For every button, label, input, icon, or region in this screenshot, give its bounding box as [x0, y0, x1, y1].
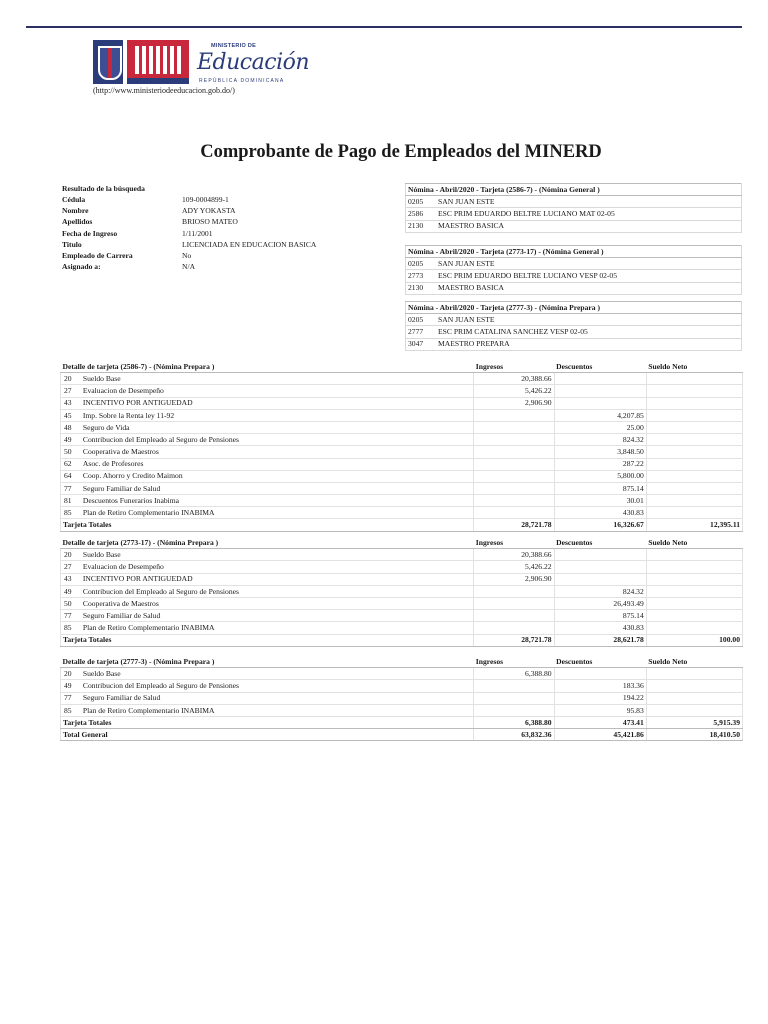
row-ingreso: 20,388.66: [474, 373, 554, 385]
total-descuentos: 28,621.78: [554, 634, 646, 646]
row-ingreso: [474, 622, 554, 634]
row-descuento: 5,800.00: [554, 470, 646, 482]
row-concept: Plan de Retiro Complementario INABIMA: [81, 704, 474, 716]
ingresos-header: Ingresos: [474, 656, 554, 668]
row-concept: Sueldo Base: [81, 668, 474, 680]
nomina-table-2773: [405, 245, 742, 295]
row-code: 85: [61, 507, 81, 519]
row-concept: Contribucion del Empleado al Seguro de Pensiones: [81, 585, 474, 597]
row-ingreso: 6,388.80: [474, 668, 554, 680]
info-row: [60, 194, 390, 205]
row-descuento: 430.83: [554, 622, 646, 634]
card-total-row: [61, 716, 743, 728]
row-concept: Evaluacion de Desempeño: [81, 385, 474, 397]
nomina-code: 0205: [406, 258, 437, 270]
row-descuento: [554, 385, 646, 397]
detail-table-2777: [60, 656, 743, 741]
row-concept: Seguro Familiar de Salud: [81, 610, 474, 622]
row-ingreso: [474, 680, 554, 692]
row-descuento: 824.32: [554, 585, 646, 597]
table-row: [61, 458, 743, 470]
row-concept: Asoc. de Profesores: [81, 458, 474, 470]
detail-header: Detalle de tarjeta (2777-3) - (Nómina Prepara ): [61, 656, 474, 668]
row-descuento: 875.14: [554, 482, 646, 494]
row-ingreso: [474, 421, 554, 433]
row-concept: Contribucion del Empleado al Seguro de Pensiones: [81, 680, 474, 692]
row-code: 43: [61, 397, 81, 409]
nomina-code: 2130: [406, 220, 437, 232]
total-descuentos: 473.41: [554, 716, 646, 728]
total-descuentos: 16,326.67: [554, 519, 646, 531]
info-label: Apellidos: [62, 217, 93, 227]
row-concept: INCENTIVO POR ANTIGUEDAD: [81, 397, 474, 409]
total-ingresos: 6,388.80: [474, 716, 554, 728]
row-concept: Descuentos Funerarios Inabima: [81, 495, 474, 507]
detail-header: Detalle de tarjeta (2773-17) - (Nómina Prepara ): [61, 537, 474, 549]
info-row: [60, 205, 390, 216]
nomina-header: Nómina - Abril/2020 - Tarjeta (2777-3) - (Nómina Prepara ): [406, 302, 742, 314]
info-label: Asignado a:: [62, 262, 101, 272]
descuentos-header: Descuentos: [554, 537, 646, 549]
row-ingreso: [474, 507, 554, 519]
row-code: 77: [61, 482, 81, 494]
table-row: [61, 385, 743, 397]
table-row: [61, 668, 743, 680]
total-neto: 5,915.39: [646, 716, 742, 728]
nomina-value: SAN JUAN ESTE: [436, 314, 742, 326]
total-ingresos: 28,721.78: [474, 519, 554, 531]
logo-wordmark: Educación: [197, 50, 310, 75]
nomina-value: SAN JUAN ESTE: [436, 258, 742, 270]
nomina-value: MAESTRO PREPARA: [436, 338, 742, 350]
row-code: 45: [61, 409, 81, 421]
nomina-row: [406, 258, 742, 270]
row-ingreso: [474, 610, 554, 622]
row-ingreso: [474, 446, 554, 458]
row-descuento: 287.22: [554, 458, 646, 470]
row-code: 20: [61, 668, 81, 680]
nomina-row: [406, 208, 742, 220]
row-ingreso: 5,426.22: [474, 561, 554, 573]
row-code: 27: [61, 385, 81, 397]
nomina-value: ESC PRIM EDUARDO BELTRE LUCIANO VESP 02-05: [436, 270, 742, 282]
row-code: 62: [61, 458, 81, 470]
total-label: Tarjeta Totales: [61, 716, 474, 728]
logo-ministry-label: MINISTERIO DE: [211, 43, 257, 49]
nomina-row: [406, 314, 742, 326]
row-concept: Plan de Retiro Complementario INABIMA: [81, 622, 474, 634]
row-code: 20: [61, 373, 81, 385]
total-label: Tarjeta Totales: [61, 634, 474, 646]
detail-table-2586: [60, 361, 743, 532]
info-value: LICENCIADA EN EDUCACION BASICA: [182, 239, 317, 249]
row-concept: Contribucion del Empleado al Seguro de Pensiones: [81, 434, 474, 446]
row-concept: Evaluacion de Desempeño: [81, 561, 474, 573]
row-concept: Sueldo Base: [81, 549, 474, 561]
row-code: 49: [61, 585, 81, 597]
row-ingreso: [474, 692, 554, 704]
ingresos-header: Ingresos: [474, 537, 554, 549]
row-descuento: [554, 561, 646, 573]
row-code: 64: [61, 470, 81, 482]
row-descuento: 4,207.85: [554, 409, 646, 421]
row-code: 85: [61, 622, 81, 634]
row-concept: Plan de Retiro Complementario INABIMA: [81, 507, 474, 519]
row-code: 20: [61, 549, 81, 561]
row-descuento: 183.36: [554, 680, 646, 692]
nomina-code: 2586: [406, 208, 437, 220]
card-total-row: [61, 634, 743, 646]
nomina-code: 2773: [406, 270, 437, 282]
descuentos-header: Descuentos: [554, 361, 646, 373]
table-row: [61, 434, 743, 446]
total-ingresos: 28,721.78: [474, 634, 554, 646]
table-row: [61, 507, 743, 519]
nomina-code: 2130: [406, 282, 437, 294]
table-row: [61, 446, 743, 458]
table-row: [61, 397, 743, 409]
nomina-table-2586: [405, 183, 742, 233]
row-descuento: [554, 549, 646, 561]
row-descuento: 25.00: [554, 421, 646, 433]
table-row: [61, 482, 743, 494]
table-row: [61, 470, 743, 482]
info-value: ADY YOKASTA: [182, 206, 236, 216]
nomina-row: [406, 338, 742, 350]
table-row: [61, 692, 743, 704]
nomina-header: Nómina - Abril/2020 - Tarjeta (2586-7) - (Nómina General ): [406, 184, 742, 196]
row-concept: Imp. Sobre la Renta ley 11-92: [81, 409, 474, 421]
table-row: [61, 421, 743, 433]
row-ingreso: 5,426.22: [474, 385, 554, 397]
neto-header: Sueldo Neto: [646, 361, 742, 373]
row-concept: Cooperativa de Maestros: [81, 597, 474, 609]
row-code: 50: [61, 597, 81, 609]
grand-total-descuentos: 45,421.86: [554, 729, 646, 741]
row-code: 77: [61, 610, 81, 622]
info-label: Nombre: [62, 206, 89, 216]
row-descuento: 30.01: [554, 495, 646, 507]
ingresos-header: Ingresos: [474, 361, 554, 373]
table-row: [61, 549, 743, 561]
grand-total-ingresos: 63,832.36: [474, 729, 554, 741]
nomina-code: 3047: [406, 338, 437, 350]
info-label: Empleado de Carrera: [62, 250, 133, 260]
row-code: 49: [61, 680, 81, 692]
row-concept: Seguro de Vida: [81, 421, 474, 433]
row-concept: Seguro Familiar de Salud: [81, 482, 474, 494]
row-concept: Coop. Ahorro y Credito Maimon: [81, 470, 474, 482]
row-ingreso: [474, 585, 554, 597]
row-ingreso: 2,906.90: [474, 397, 554, 409]
nomina-row: [406, 196, 742, 208]
row-ingreso: 2,906.90: [474, 573, 554, 585]
table-row: [61, 704, 743, 716]
table-row: [61, 680, 743, 692]
ministry-url-link[interactable]: (http://www.ministeriodeeducacion.gob.do/): [93, 86, 235, 95]
table-row: [61, 622, 743, 634]
info-row: [60, 239, 390, 250]
table-row: [61, 561, 743, 573]
nomina-code: 2777: [406, 326, 437, 338]
info-value: 109-0004899-1: [182, 194, 229, 204]
info-value: N/A: [182, 262, 196, 272]
row-ingreso: 20,388.66: [474, 549, 554, 561]
info-row: [60, 217, 390, 228]
table-row: [61, 495, 743, 507]
info-label: Titulo: [62, 239, 82, 249]
grand-total-label: Total General: [61, 729, 474, 741]
row-descuento: 194.22: [554, 692, 646, 704]
detail-table-2773: [60, 537, 743, 647]
row-ingreso: [474, 409, 554, 421]
search-result-heading: Resultado de la búsqueda: [62, 183, 145, 193]
table-row: [61, 597, 743, 609]
row-code: 48: [61, 421, 81, 433]
nomina-header: Nómina - Abril/2020 - Tarjeta (2773-17) - (Nómina General ): [406, 246, 742, 258]
nomina-value: MAESTRO BASICA: [436, 220, 742, 232]
row-descuento: 95.83: [554, 704, 646, 716]
employee-info-table: [60, 183, 390, 273]
table-row: [61, 585, 743, 597]
row-ingreso: [474, 495, 554, 507]
neto-header: Sueldo Neto: [646, 656, 742, 668]
row-ingreso: [474, 597, 554, 609]
row-ingreso: [474, 704, 554, 716]
book-emblem-icon: [127, 40, 189, 84]
page-title: Comprobante de Pago de Empleados del MINERD: [200, 142, 602, 162]
neto-header: Sueldo Neto: [646, 537, 742, 549]
row-descuento: 3,848.50: [554, 446, 646, 458]
row-ingreso: [474, 482, 554, 494]
nomina-row: [406, 326, 742, 338]
row-concept: INCENTIVO POR ANTIGUEDAD: [81, 573, 474, 585]
row-descuento: [554, 668, 646, 680]
table-row: [61, 373, 743, 385]
total-label: Tarjeta Totales: [61, 519, 474, 531]
grand-total-neto: 18,410.50: [646, 729, 742, 741]
table-row: [61, 409, 743, 421]
row-descuento: 430.83: [554, 507, 646, 519]
grand-total-row: [61, 729, 743, 741]
info-row: [60, 250, 390, 261]
detail-header: Detalle de tarjeta (2586-7) - (Nómina Prepara ): [61, 361, 474, 373]
row-concept: Sueldo Base: [81, 373, 474, 385]
row-code: 49: [61, 434, 81, 446]
row-code: 50: [61, 446, 81, 458]
row-descuento: [554, 373, 646, 385]
row-descuento: [554, 573, 646, 585]
row-code: 81: [61, 495, 81, 507]
card-total-row: [61, 519, 743, 531]
row-ingreso: [474, 458, 554, 470]
nomina-value: ESC PRIM CATALINA SANCHEZ VESP 02-05: [436, 326, 742, 338]
top-rule: [26, 26, 742, 28]
nomina-value: ESC PRIM EDUARDO BELTRE LUCIANO MAT 02-05: [436, 208, 742, 220]
row-concept: Seguro Familiar de Salud: [81, 692, 474, 704]
nomina-row: [406, 220, 742, 232]
table-row: [61, 573, 743, 585]
nomina-value: MAESTRO BASICA: [436, 282, 742, 294]
table-row: [61, 610, 743, 622]
row-descuento: 875.14: [554, 610, 646, 622]
row-descuento: 26,493.49: [554, 597, 646, 609]
row-descuento: [554, 397, 646, 409]
row-code: 77: [61, 692, 81, 704]
row-ingreso: [474, 470, 554, 482]
info-value: No: [182, 250, 192, 260]
ministry-logo[interactable]: [93, 40, 310, 90]
row-ingreso: [474, 434, 554, 446]
logo-country-label: REPÚBLICA DOMINICANA: [199, 78, 285, 84]
row-code: 43: [61, 573, 81, 585]
nomina-code: 0205: [406, 314, 437, 326]
info-value: BRIOSO MATEO: [182, 217, 238, 227]
row-code: 85: [61, 704, 81, 716]
nomina-row: [406, 282, 742, 294]
info-label: Cédula: [62, 194, 86, 204]
row-concept: Cooperativa de Maestros: [81, 446, 474, 458]
row-descuento: 824.32: [554, 434, 646, 446]
nomina-row: [406, 270, 742, 282]
info-label: Fecha de Ingreso: [62, 228, 118, 238]
descuentos-header: Descuentos: [554, 656, 646, 668]
coat-of-arms-icon: [93, 40, 123, 84]
total-neto: 12,395.11: [646, 519, 742, 531]
info-row: [60, 261, 390, 272]
nomina-value: SAN JUAN ESTE: [436, 196, 742, 208]
info-row: [60, 228, 390, 239]
nomina-code: 0205: [406, 196, 437, 208]
info-value: 1/11/2001: [182, 228, 213, 238]
total-neto: 100.00: [646, 634, 742, 646]
row-code: 27: [61, 561, 81, 573]
nomina-table-2777: [405, 301, 742, 351]
